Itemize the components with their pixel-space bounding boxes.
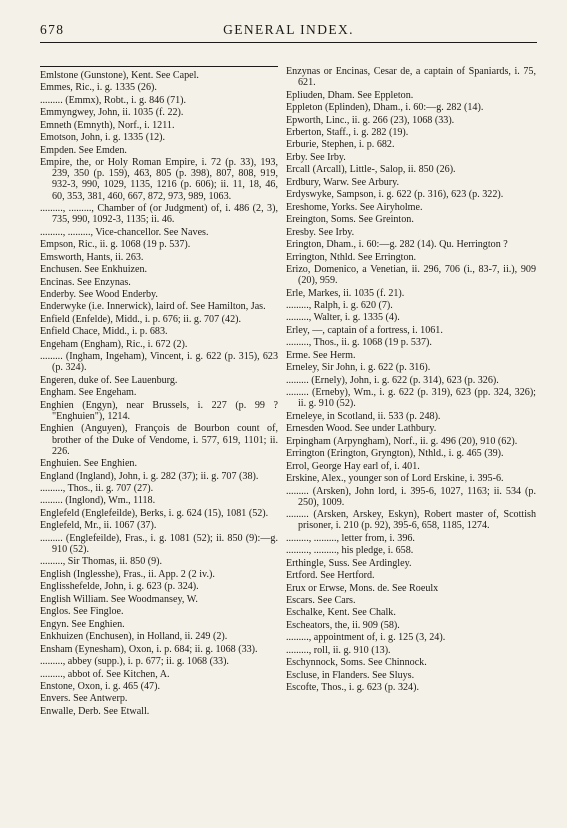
index-entry: ........., Walter, i. g. 1335 (4). (286, 312, 400, 324)
index-entry: ......... (Ernely), John, i. g. 622 (p. 314), 623 (p. 326). (286, 374, 499, 386)
index-entry: Enzynas or Encinas, Cesar de, a captain of Spaniards, i. 75, 621. (286, 66, 536, 89)
index-entry: Escofte, Thos., i. g. 623 (p. 324). (286, 682, 419, 694)
index-entry: Ercall (Arcall), Little-, Salop, ii. 850 (26). (286, 164, 456, 176)
index-entry: Erle, Markes, ii. 1035 (f. 21). (286, 287, 405, 299)
index-entry: English William. See Woodmansey, W. (40, 593, 198, 605)
index-entry: ......... (Ingham, Ingeham), Vincent, i. g. 622 (p. 315), 623 (p. 324). (40, 351, 278, 374)
index-entry: Enghien (Engyn), near Brussels, i. 227 (p. 99 ? "Enghuien"), 1214. (40, 399, 278, 422)
index-entry: Empson, Ric., ii. g. 1068 (19 p. 537). (40, 239, 191, 251)
index-entry: Engeham (Engham), Ric., i. 672 (2). (40, 338, 188, 350)
index-entry: Emneth (Emnyth), Norf., i. 1211. (40, 119, 175, 131)
index-entry: Eschalke, Kent. See Chalk. (286, 607, 396, 619)
index-entry: Erneley, Sir John, i. g. 622 (p. 316). (286, 362, 431, 374)
index-entry: Erux or Erwse, Mons. de. See Roeulx (286, 582, 439, 594)
index-entry: Emmyngwey, John, ii. 1035 (f. 22). (40, 107, 184, 119)
index-entry: ........., roll, ii. g. 910 (13). (286, 644, 391, 656)
index-entry: ......... (Emmx), Robt., i. g. 846 (71). (40, 94, 187, 106)
index-entry: Emsworth, Hants, ii. 263. (40, 251, 144, 263)
index-entry: Envers. See Antwerp. (40, 693, 128, 705)
index-entry: Ensham (Eynesham), Oxon, i. p. 684; ii. g. 1068 (33). (40, 643, 258, 655)
index-entry: ........., ........., his pledge, i. 658. (286, 545, 414, 557)
index-entry: ......... (Arsken, Arskey, Eskyn), Robert master of, Scottish prisoner, i. 210 (p. 92), 395-6, 658, 1185, 1274. (286, 509, 536, 532)
index-entry: Erberton, Staff., i. g. 282 (19). (286, 126, 409, 138)
index-entry: Emmes, Ric., i. g. 1335 (26). (40, 82, 157, 94)
page-header (40, 22, 537, 44)
index-entry: Eresby. See Irby. (286, 226, 355, 238)
index-entry: Enderby. See Wood Enderby. (40, 288, 158, 300)
page-number: 678 (40, 22, 65, 37)
index-entry: Empden. See Emden. (40, 144, 127, 156)
index-entry: Eschynnock, Soms. See Chinnock. (286, 657, 427, 669)
index-entry: Erthingle, Suss. See Ardingley. (286, 557, 412, 569)
index-entry: Escars. See Cars. (286, 595, 356, 606)
index-entry: Ereington, Soms. See Greinton. (286, 214, 414, 226)
index-entry: ........., abbey (supp.), i. p. 677; ii. g. 1068 (33). (40, 656, 229, 668)
index-entry: Emlstone (Gunstone), Kent. See Capel. (40, 66, 278, 81)
index-entry: Enwalle, Derb. See Etwall. (40, 705, 150, 717)
index-entry: Enstone, Oxon, i. g. 465 (47). (40, 680, 160, 692)
index-entry: ........., ........., Vice-chancellor. See Naves. (40, 226, 209, 238)
index-entry: Enfield (Enfelde), Midd., i. p. 676; ii. g. 707 (42). (40, 313, 241, 325)
index-entry: English (Inglesshe), Fras., ii. App. 2 (2 iv.). (40, 568, 215, 580)
index-entry: ......... (Englefeilde), Fras., i. g. 1081 (52); ii. 850 (9):—g. 910 (52). (40, 532, 278, 555)
index-entry: Erneleye, in Scotland, ii. 533 (p. 248). (286, 410, 441, 422)
index-entry: Engyn. See Enghien. (40, 618, 125, 630)
index-entry: Erdyswyke, Sampson, i. g. 622 (p. 316), 623 (p. 322). (286, 189, 504, 201)
page-title: GENERAL INDEX. (223, 22, 354, 37)
index-entry: Errol, George Hay earl of, i. 401. (286, 460, 420, 472)
index-entry: Enghuien. See Enghien. (40, 458, 137, 470)
index-entry: ........., abbot of. See Kitchen, A. (40, 668, 170, 680)
index-entry: Erley, —, captain of a fortress, i. 1061. (286, 324, 443, 336)
index-entry: ........., Ralph, i. g. 620 (7). (286, 300, 393, 312)
index-entry: Epworth, Linc., ii. g. 266 (23), 1068 (33). (286, 114, 455, 126)
index-entry: Ernesden Wood. See under Lathbury. (286, 423, 437, 435)
index-entry: ........., appointment of, i. g. 125 (3, 24). (286, 632, 446, 644)
index-entry: ......... (Arsken), John lord, i. 395-6, 1027, 1163; ii. 534 (p. 250), 1009. (286, 485, 536, 508)
index-entry: Erme. See Herm. (286, 349, 356, 361)
index-entry: Erskine, Alex., younger son of Lord Erskine, i. 395-6. (286, 473, 504, 485)
index-entry: Englefeld, Mr., ii. 1067 (37). (40, 520, 157, 532)
index-entry: Enchusen. See Enkhuizen. (40, 264, 148, 276)
index-entry: Eppleton (Eplinden), Dham., i. 60:—g. 282 (14). (286, 102, 484, 114)
index-entry: Erizo, Domenico, a Venetian, ii. 296, 706 (i., 83-7, ii.), 909 (20), 959. (286, 263, 536, 287)
index-entry: Erby. See Irby. (286, 151, 346, 163)
index-entry: Enderwyke (i.e. Innerwick), laird of. See Hamilton, Jas. (40, 301, 266, 313)
index-entry: ......... (Inglond), Wm., 1118. (40, 495, 156, 507)
index-entry: Ertford. See Hertford. (286, 570, 375, 582)
index-entry: Escluse, in Flanders. See Sluys. (286, 669, 415, 681)
index-entry: Enfield Chace, Midd., i. p. 683. (40, 326, 168, 338)
index-entry: Engeren, duke of. See Lauenburg. (40, 374, 178, 386)
index-entry: Erington, Dham., i. 60:—g. 282 (14). Qu. Herrington ? (286, 239, 508, 251)
right-column (286, 66, 536, 695)
index-entry: ........., Thos., ii. g. 1068 (19 p. 537). (286, 337, 432, 349)
index-entry: Ereshome, Yorks. See Airyholme. (286, 201, 423, 213)
index-entry: ........., ........., letter from, i. 396. (286, 532, 415, 544)
index-entry: ......... (Erneby), Wm., i. g. 622 (p. 319), 623 (pp. 324, 326); ii. g. 910 (52). (286, 387, 536, 410)
index-entry: Enkhuizen (Enchusen), in Holland, ii. 249 (2). (40, 631, 228, 643)
index-entry: Erpingham (Arpyngham), Norf., ii. g. 496 (20), 910 (62). (286, 435, 518, 447)
index-entry: Englefeld (Englefeilde), Berks, i. g. 624 (15), 1081 (52). (40, 507, 269, 519)
index-entry: ........., Sir Thomas, ii. 850 (9). (40, 556, 163, 568)
index-entry: Englos. See Fingloe. (40, 606, 124, 618)
index-entry: Empire, the, or Holy Roman Empire, i. 72 (p. 33), 193, 239, 350 (p. 159), 463, 805 (p. 398), 807, 808, 919, 932-3, 990, 1029, 1135, 1216 (p. 606); ii. 11, 18, 46, 60, 353, 381, 460, 667, 872, 973, 989, 1063. (40, 157, 278, 202)
left-column (40, 66, 278, 718)
index-entry: Erdbury, Warw. See Arbury. (286, 176, 400, 188)
index-entry: Escheators, the, ii. 909 (58). (286, 619, 400, 631)
index-entry: Errington (Erington, Gryngton), Nthld., i. g. 465 (39). (286, 448, 504, 460)
index-entry: Engham. See Engeham. (40, 387, 137, 399)
index-entry: ........., ........., Chamber of (or Judgment) of, i. 486 (2, 3), 735, 990, 1092-3, 1135; ii. 46. (40, 203, 278, 226)
index-entry: Erburie, Stephen, i. p. 682. (286, 139, 395, 151)
index-entry: ........., Thos., ii. g. 707 (27). (40, 483, 154, 495)
index-entry: Englisshefelde, John, i. g. 623 (p. 324). (40, 581, 199, 593)
index-entry: Errington, Nthld. See Errington. (286, 251, 417, 263)
index-entry: Epliuden, Dham. See Eppleton. (286, 89, 414, 101)
index-entry: Encinas. See Enzynas. (40, 276, 131, 288)
header-rule (40, 42, 537, 43)
index-entry: Enghien (Anguyen), François de Bourbon count of, brother of the Duke of Vendome, i. 577, 619, 1101; ii. 226. (40, 423, 278, 457)
index-entry: England (Ingland), John, i. g. 282 (37); ii. g. 707 (38). (40, 470, 259, 482)
index-entry: Emotson, John, i. g. 1335 (12). (40, 132, 166, 144)
